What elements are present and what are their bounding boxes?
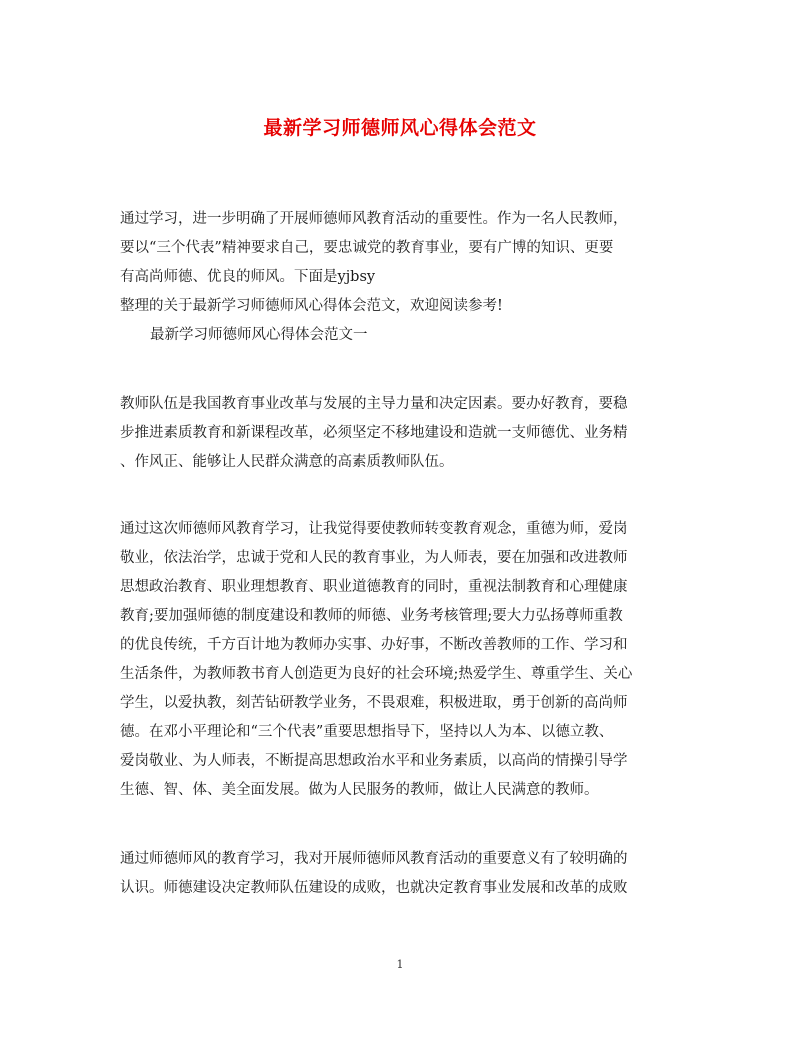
text-line: 的优良传统，千方百计地为教师办实事、办好事，不断改善教师的工作、学习和	[120, 637, 628, 653]
text-line: 思想政治教育、职业理想教育、职业道德教育的同时，重视法制教育和心理健康	[120, 579, 628, 595]
paragraph-1	[120, 390, 680, 477]
text-line: 学生，以爱执教，刻苦钻研教学业务，不畏艰难，积极进取，勇于创新的高尚师	[120, 695, 628, 711]
text-line: 德。在邓小平理论和“三个代表”重要思想指导下，坚持以人为本、以德立教、	[120, 724, 614, 740]
text-line: 步推进素质教育和新课程改革，必须坚定不移地建设和造就一支师德优、业务精	[120, 425, 628, 441]
document-title: 最新学习师德师风心得体会范文	[263, 117, 537, 139]
section-subheading: 最新学习师德师风心得体会范文一	[150, 327, 368, 343]
text-line: 敬业，依法治学，忠诚于党和人民的教育事业，为人师表，要在加强和改进教师	[120, 550, 628, 566]
text-line: 有高尚师德、优良的师风。下面是yjbsy	[120, 269, 376, 285]
text-line: 通过学习，进一步明确了开展师德师风教育活动的重要性。作为一名人民教师，	[120, 211, 628, 227]
text-line: 通过师德师风的教育学习，我对开展师德师风教育活动的重要意义有了较明确的	[120, 851, 628, 867]
text-line: 整理的关于最新学习师德师风心得体会范文，欢迎阅读参考!	[120, 298, 503, 314]
page-number: 1	[396, 958, 404, 971]
text-line: 生活条件，为教师教书育人创造更为良好的社会环境;热爱学生、尊重学生、关心	[120, 666, 633, 682]
paragraph-3	[120, 845, 680, 903]
paragraph-2	[120, 515, 680, 805]
text-line: 要以“三个代表”精神要求自己，要忠诚党的教育事业，要有广博的知识、更要	[120, 240, 614, 256]
text-line: 生德、智、体、美全面发展。做为人民服务的教师，做让人民满意的教师。	[120, 782, 599, 798]
text-line: 教师队伍是我国教育事业改革与发展的主导力量和决定因素。要办好教育，要稳	[120, 396, 628, 412]
text-line: 、作风正、能够让人民群众满意的高素质教师队伍。	[120, 454, 454, 470]
text-line: 认识。师德建设决定教师队伍建设的成败，也就决定教育事业发展和改革的成败	[120, 880, 628, 896]
intro-paragraph	[120, 205, 680, 350]
text-line: 爱岗敬业、为人师表，不断提高思想政治水平和业务素质，以高尚的情操引导学	[120, 753, 628, 769]
text-line: 通过这次师德师风教育学习，让我觉得要使教师转变教育观念，重德为师，爱岗	[120, 521, 628, 537]
text-line: 教育;要加强师德的制度建设和教师的师德、业务考核管理;要大力弘扬尊师重教	[120, 608, 623, 624]
